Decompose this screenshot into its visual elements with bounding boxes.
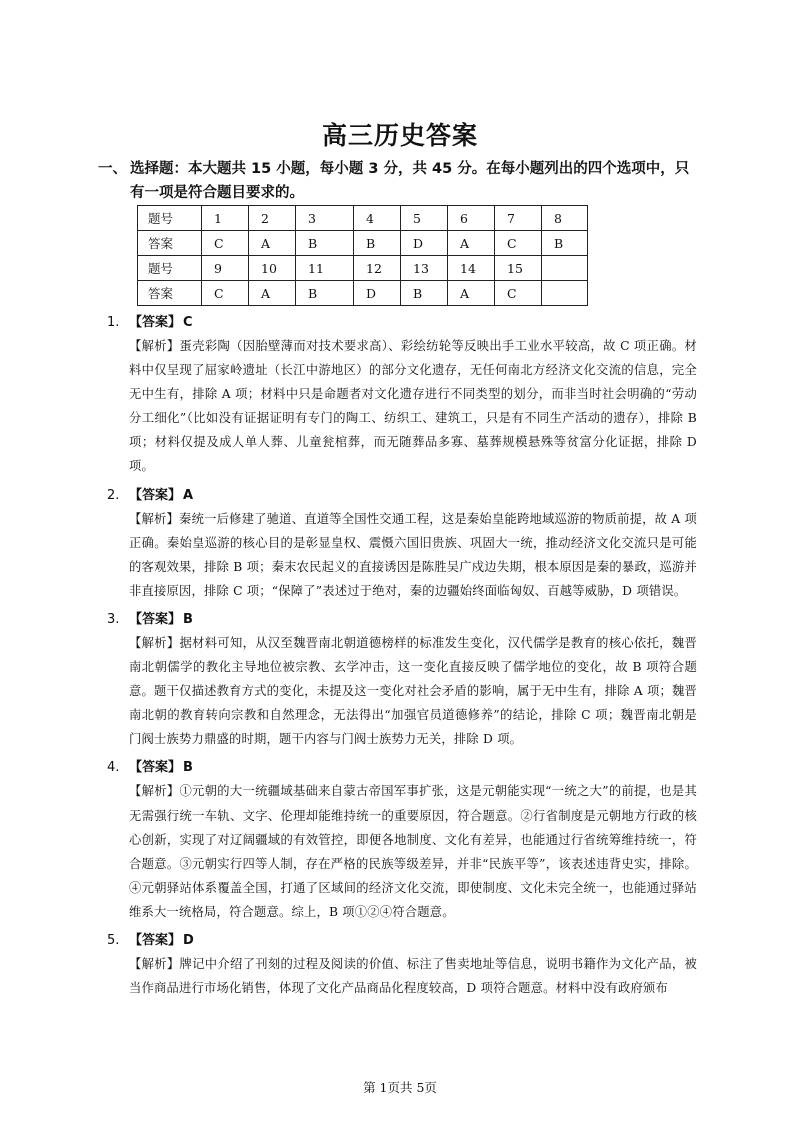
table-cell: B [296,281,354,306]
answer-item [107,312,697,479]
table-cell [542,281,588,306]
table-row-header: 题号 [138,206,202,231]
answer-list [107,312,697,1006]
answer-number: 3. [107,611,120,627]
table-cell: A [249,281,296,306]
answer-explanation: 【解析】秦统一后修建了驰道、直道等全国性交通工程，这是秦始皇能跨地域巡游的物质前提，故 A 项正确。秦始皇巡游的核心目的是彰显皇权、震慑六国旧贵族、巩固大一统，推动经济文化交流只是可能的客观效果，排除 B 项；秦末农民起义的直接诱因是陈胜吴广戍边失期，根本原因是秦的暴政，巡游并非直接原因，排除 C 项；“保障了”表述过于绝对，秦的边疆始终面临匈奴、百越等威胁，D 项错误。 [129,511,697,598]
table-cell: C [202,281,249,306]
answer-number: 5. [107,932,120,948]
answer-label: 【答案】 [129,611,182,627]
table-cell: 8 [542,206,588,231]
table-row [138,231,588,256]
table-cell: 2 [249,206,296,231]
table-row-header: 答案 [138,231,202,256]
table-cell: B [296,231,354,256]
page-footer: 第 1页共 5页 [363,1080,437,1095]
table-cell [542,256,588,281]
table-row-header: 答案 [138,281,202,306]
table-cell: C [495,281,542,306]
answer-heading [107,485,697,507]
answer-item [107,485,697,603]
table-row [138,206,588,231]
answer-label: 【答案】 [129,932,182,948]
table-cell: 4 [354,206,401,231]
answer-label: 【答案】 [129,760,182,776]
answer-heading [107,312,697,334]
table-cell: 11 [296,256,354,281]
answer-label: 【答案】 [129,315,182,330]
answer-value: A [183,487,194,503]
table-cell: 15 [495,256,542,281]
table-cell: 7 [495,206,542,231]
table-cell: D [401,231,448,256]
answer-explanation: 【解析】蛋壳彩陶（因胎壁薄而对技术要求高）、彩绘纺轮等反映出手工业水平较高，故 C 项正确。材料中仅呈现了屈家岭遗址（长江中游地区）的部分文化遗存，无任何南北方经济文化交流的信息，完全无中生有，排除 A 项；材料中只是命题者对文化遗存进行不同类型的划分，而非当时社会明确的“劳动分工细化”（比如没有证据证明有专门的陶工、纺织工、建筑工，只是有不同生产活动的遗存），排除 B 项；材料仅提及成人单人葬、儿童瓮棺葬，而无随葬品多寡、墓葬规模悬殊等贫富分化证据，排除 D 项。 [129,339,697,474]
table-row [138,281,588,306]
table-cell: 6 [448,206,495,231]
answer-explanation: 【解析】①元朝的大一统疆域基础来自蒙古帝国军事扩张，这是元朝能实现“一统之大”的前提，也是其无需强行统一车轨、文字、伦理却能维持统一的重要原因，符合题意。②行省制度是元朝地方行政的核心创新，实现了对辽阔疆域的有效管控，即便各地制度、文化有差异，也能通过行省统筹维持统一，符合题意。③元朝实行四等人制，存在严格的民族等级差异，并非“民族平等”，该表述违背史实，排除。 ④元朝驿站体系覆盖全国，打通了区域间的经济文化交流，即使制度、文化未完全统一，也能通过驿站维系大一统格局，符合题意。综上，B 项①②④符合题意。 [129,784,697,919]
answer-number: 1. [107,315,120,330]
table-cell: C [495,231,542,256]
answer-heading [107,930,697,952]
answer-value: D [183,932,194,948]
table-cell: B [401,281,448,306]
page-title: 高三历史答案 [321,121,478,150]
table-cell: 3 [296,206,354,231]
answer-table [137,205,588,306]
answer-explanation: 【解析】牌记中介绍了刊刻的过程及阅读的价值、标注了售卖地址等信息，说明书籍作为文化产品，被当作商品进行市场化销售，体现了文化产品商品化程度较高，D 项符合题意。材料中没有政府颁布 [129,956,697,996]
table-cell: A [448,231,495,256]
answer-item [107,930,697,1000]
section-number: 一、 [98,161,127,177]
answer-item [107,609,697,751]
table-cell: B [354,231,401,256]
answer-number: 2. [107,487,120,503]
table-cell: A [249,231,296,256]
table-cell: 1 [202,206,249,231]
answer-value: B [183,760,193,776]
answer-heading [107,609,697,631]
answer-value: C [183,315,193,330]
table-cell: C [202,231,249,256]
answer-number: 4. [107,760,120,776]
answer-label: 【答案】 [129,487,182,503]
section-instructions: 选择题：本大题共 15 小题，每小题 3 分，共 45 分。在每小题列出的四个选项中，只有一项是符合题目要求的。 [130,161,690,201]
table-cell: A [448,281,495,306]
table-cell: 9 [202,256,249,281]
answer-explanation: 【解析】据材料可知，从汉至魏晋南北朝道德榜样的标准发生变化，汉代儒学是教育的核心依托，魏晋南北朝儒学的教化主导地位被宗教、玄学冲击，这一变化直接反映了儒学地位的变化，故 B 项符合题意。题干仅描述教育方式的变化，未提及这一变化对社会矛盾的影响，属于无中生有，排除 A 项；魏晋南北朝的教育转向宗教和自然理念，无法得出“加强官员道德修养”的结论，排除 C 项；魏晋南北朝是门阀士族势力鼎盛的时期，题干内容与门阀士族势力无关，排除 D 项。 [129,635,697,747]
answer-value: B [183,611,193,627]
table-cell: 12 [354,256,401,281]
table-cell: B [542,231,588,256]
table-cell: 5 [401,206,448,231]
table-cell: 10 [249,256,296,281]
answer-item [107,757,697,924]
table-cell: 14 [448,256,495,281]
table-cell: D [354,281,401,306]
table-row-header: 题号 [138,256,202,281]
table-cell: 13 [401,256,448,281]
answer-heading [107,757,697,779]
section-heading [98,157,698,205]
table-row [138,256,588,281]
